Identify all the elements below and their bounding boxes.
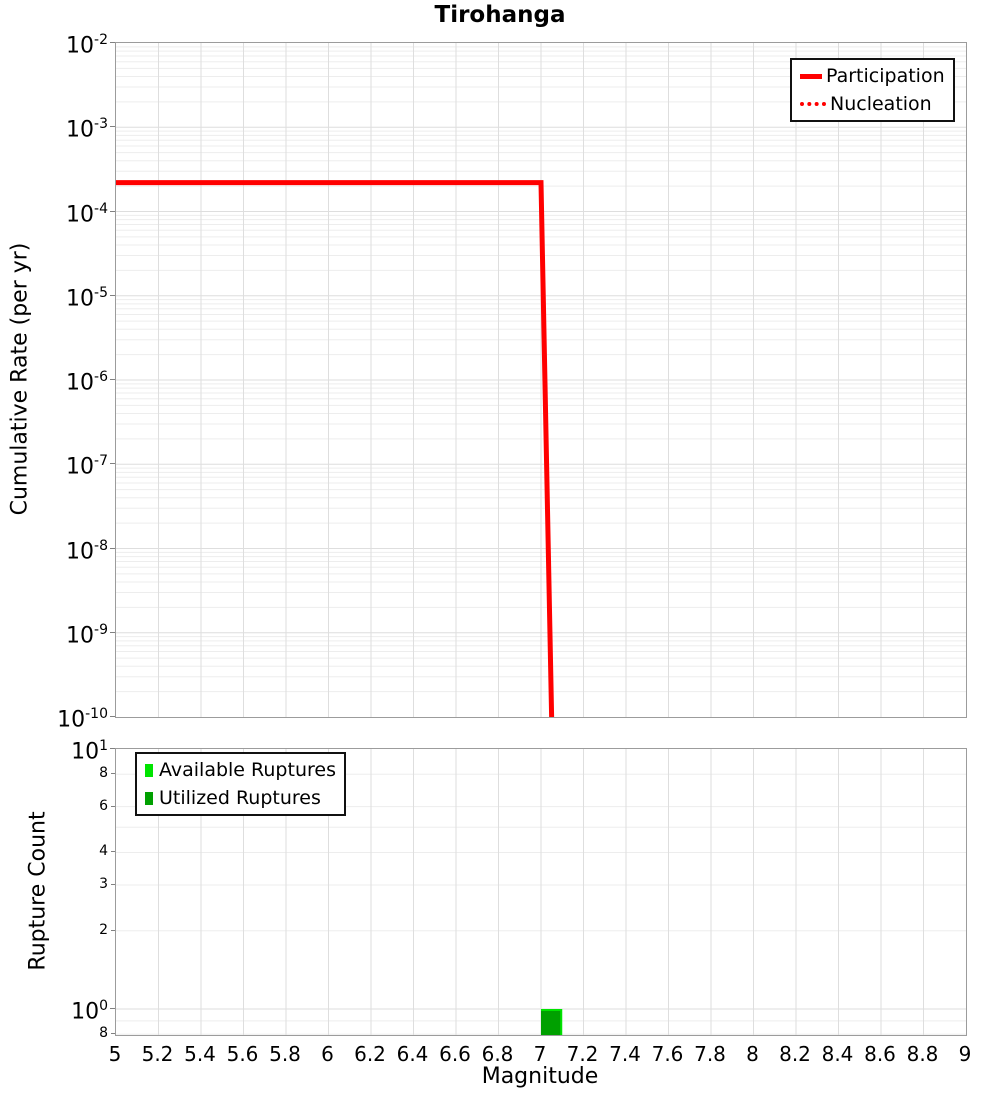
x-tick-label: 6.4 — [396, 1042, 429, 1066]
y-tick-mark — [111, 773, 115, 774]
legend-label-participation: Participation — [826, 65, 945, 87]
x-tick-label: 8.6 — [864, 1042, 896, 1066]
y-tick-mark — [111, 806, 115, 807]
cumulative-rate-plot — [115, 42, 967, 718]
x-tick-label: 7.4 — [609, 1042, 641, 1066]
y-tick-label-minor: 4 — [99, 843, 108, 860]
y-tick-label: $10^{-10}$ — [57, 706, 108, 733]
x-tick-label: 5.8 — [269, 1042, 301, 1066]
y-tick-label: $10^{-9}$ — [66, 621, 108, 649]
x-tick-label: 5 — [108, 1042, 122, 1066]
y-tick-mark — [110, 295, 115, 296]
x-tick-label: 6.8 — [481, 1042, 514, 1066]
x-tick-label: 8.8 — [906, 1042, 939, 1066]
y-tick-label: $10^{-3}$ — [66, 116, 108, 143]
x-tick-label: 7.6 — [651, 1042, 684, 1066]
chart-title: Tirohanga — [434, 2, 566, 28]
y-tick-mark — [110, 1008, 115, 1009]
legend-label-nucleation: Nucleation — [830, 93, 932, 115]
cumulative-rate-canvas — [116, 43, 966, 717]
participation-line-swatch — [800, 74, 822, 79]
y-tick-label-minor: 3 — [99, 875, 108, 892]
legend-row-available — [145, 756, 336, 784]
y-tick-label: $10^{-8}$ — [66, 537, 108, 564]
x-tick-label: 5.2 — [141, 1042, 174, 1066]
x-tick-label: 7 — [533, 1042, 547, 1066]
y-tick-label-minor: 8 — [99, 765, 108, 782]
y-tick-mark — [110, 379, 115, 380]
x-tick-label: 6.2 — [354, 1042, 386, 1066]
legend-label-utilized: Utilized Ruptures — [159, 787, 321, 809]
utilized-ruptures-swatch — [145, 792, 153, 805]
y-tick-label-minor: 2 — [99, 921, 108, 938]
y-tick-mark — [111, 884, 115, 885]
y-axis-label-cumulative-rate: Cumulative Rate (per yr) — [7, 242, 33, 516]
x-tick-label: 7.2 — [566, 1042, 599, 1066]
y-tick-label: $10^{-6}$ — [66, 369, 108, 396]
legend-row-utilized — [145, 784, 336, 812]
nucleation-line-swatch — [800, 102, 826, 106]
y-tick-mark — [111, 930, 115, 931]
y-tick-label: $10^{-5}$ — [66, 284, 108, 312]
available-ruptures-swatch — [145, 764, 153, 777]
y-tick-mark — [110, 548, 115, 549]
y-tick-label: $10^{-2}$ — [66, 32, 108, 59]
rate-legend — [790, 58, 955, 122]
y-tick-label: $10^{-7}$ — [66, 453, 108, 480]
y-tick-label: $10^0$ — [71, 998, 108, 1025]
legend-row-participation — [800, 62, 945, 90]
y-tick-mark — [110, 463, 115, 464]
y-tick-mark — [110, 42, 115, 43]
x-tick-label: 5.6 — [226, 1042, 259, 1066]
x-axis-label-magnitude: Magnitude — [481, 1064, 599, 1089]
utilized-ruptures-bar — [541, 1011, 560, 1035]
x-tick-label: 6.6 — [439, 1042, 471, 1066]
y-axis-label-rupture-count: Rupture Count — [25, 811, 51, 971]
y-tick-label-minor: 6 — [99, 797, 108, 814]
y-tick-mark — [110, 716, 115, 717]
x-tick-label: 8 — [746, 1042, 759, 1066]
y-tick-label: $10^{-4}$ — [66, 200, 108, 227]
legend-label-available: Available Ruptures — [159, 759, 336, 781]
x-tick-label: 9 — [958, 1042, 972, 1066]
y-tick-mark — [110, 748, 115, 749]
y-tick-mark — [111, 1033, 115, 1034]
x-tick-label: 8.4 — [821, 1042, 854, 1066]
y-tick-mark — [110, 126, 115, 127]
y-tick-mark — [111, 851, 115, 852]
x-tick-label: 8.2 — [779, 1042, 811, 1066]
y-tick-label-minor: 8 — [99, 1025, 108, 1042]
x-tick-label: 5.4 — [184, 1042, 216, 1066]
y-tick-mark — [110, 211, 115, 212]
legend-row-nucleation — [800, 90, 945, 118]
x-tick-label: 6 — [321, 1042, 334, 1066]
y-tick-mark — [110, 632, 115, 633]
y-tick-label: $10^1$ — [71, 738, 108, 765]
rupture-legend — [135, 752, 346, 816]
x-tick-label: 7.8 — [694, 1042, 726, 1066]
